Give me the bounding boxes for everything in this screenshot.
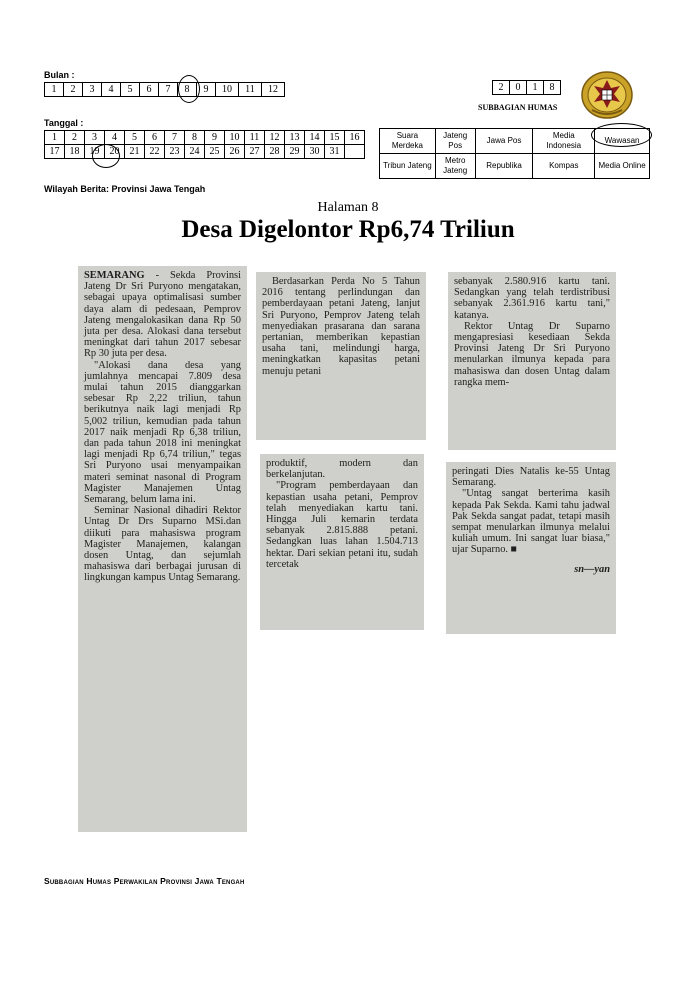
media-cell: Metro Jateng [435, 154, 475, 179]
day-cell: 3 [85, 131, 105, 145]
day-cell: 25 [205, 145, 225, 159]
year-digit-cell: 2 [493, 81, 510, 95]
article-column-2-top [256, 272, 426, 440]
dateline: SEMARANG [84, 270, 145, 281]
day-cell: 20 [105, 145, 125, 159]
month-cell: 12 [262, 83, 285, 97]
day-cell: 30 [305, 145, 325, 159]
month-cell: 5 [121, 83, 140, 97]
media-cell: Republika [475, 154, 533, 179]
day-cell: 26 [225, 145, 245, 159]
media-cell: Tribun Jateng [380, 154, 436, 179]
day-cell: 16 [345, 131, 365, 145]
day-cell: 5 [125, 131, 145, 145]
paragraph: Berdasarkan Perda No 5 Tahun 2016 tentang perlindungan dan pemberdayaan petani Jateng, lanjut Sri Puryono, Pemprov Jateng telah menyediakan prasarana dan sarana pertanian, memberikan kepastian usaha tani, melindungi harga, meningkatkan kapasitas petani menuju petani [262, 276, 420, 377]
year-row [493, 81, 561, 95]
month-cell: 9 [197, 83, 216, 97]
selected-month-circle [178, 75, 200, 103]
day-cell: 27 [245, 145, 265, 159]
day-cell: 11 [245, 131, 265, 145]
paragraph: peringati Dies Natalis ke-55 Untag Semarang. [452, 466, 610, 489]
day-cell: 12 [265, 131, 285, 145]
paragraph-text: - Sekda Provinsi Jateng Dr Sri Puryono mengatakan, sebagai upaya optimalisasi sumber daya alam di pedesaan, Pemprov Jateng mengalokasikan dana Rp 50 juta per desa. Alokasi dana tersebut meningkat dari tahun 2017 sebesar Rp 30 juta per desa. [84, 270, 241, 360]
month-row [45, 83, 285, 97]
month-cell: 11 [239, 83, 262, 97]
region-label: Wilayah Berita: Provinsi Jawa Tengah [44, 184, 206, 194]
paragraph: "Untag sangat berterima kasih kepada Pak Sekda. Kami tahu jadwal Pak Sekda sangat padat, tetapi masih sempat menularkan ilmunya melalui kuliah umum. Ini sangat luar biasa," ujar Suparno. ■ [452, 488, 610, 556]
month-cell: 4 [102, 83, 121, 97]
day-cell: 21 [125, 145, 145, 159]
year-digit-cell: 8 [544, 81, 561, 95]
day-cell: 10 [225, 131, 245, 145]
media-cell: Jateng Pos [435, 129, 475, 154]
month-grid [44, 82, 285, 97]
day-cell: 19 [85, 145, 105, 159]
article-column-1 [78, 266, 247, 832]
footer-label: Subbagian Humas Perwakilan Provinsi Jawa Tengah [44, 876, 245, 886]
media-cell: Jawa Pos [475, 129, 533, 154]
media-cell: Wawasan [595, 129, 650, 154]
day-cell: 1 [45, 131, 65, 145]
day-cell: 6 [145, 131, 165, 145]
day-cell: 23 [165, 145, 185, 159]
media-cell: Kompas [533, 154, 595, 179]
day-cell: 28 [265, 145, 285, 159]
year-digit-cell: 0 [510, 81, 527, 95]
month-cell: 3 [83, 83, 102, 97]
article-column-3-bottom [446, 462, 616, 634]
day-cell: 18 [65, 145, 85, 159]
paragraph: "Program pemberdayaan dan kepastian usaha petani, Pemprov telah menyediakan kartu tani. Hingga Juli kemarin terdata sebanyak 2.815.888 petani. Sedangkan luas lahan 1.504.713 hektar. Dari sekian petani itu, sudah tercetak [266, 480, 418, 570]
article-column-2-bottom [260, 454, 424, 630]
day-cell: 22 [145, 145, 165, 159]
day-cell: 29 [285, 145, 305, 159]
paragraph: "Alokasi dana desa yang jumlahnya mencapai 7.809 desa mulai tahun 2015 dianggarkan sebesar Rp 2,22 triliun, tahun berikutnya naik lagi menjadi Rp 5,002 triliun, kemudian pada tahun 2017 naik menjadi Rp 6,38 triliun, dan pada tahun 2018 ini meningkat lagi menjadi Rp 6,74 triliun," tegas Sri Puryono usai menyampaikan materi seminat nasonal di Program Magister Manajemen Untag Semarang, belum lama ini. [84, 359, 241, 506]
day-row-1 [45, 131, 365, 145]
media-cell: Media Indonesia [533, 129, 595, 154]
day-cell: 14 [305, 131, 325, 145]
day-cell: 2 [65, 131, 85, 145]
paragraph: produktif, modern dan berkelanjutan. [266, 458, 418, 481]
media-cell: Media Online [595, 154, 650, 179]
year-grid [492, 80, 561, 95]
paragraph: Seminar Nasional dihadiri Rektor Untag Dr Drs Suparno MSi.dan diikuti para mahasiswa program Magister Manajemen, kalangan dosen Untag, dan sejumlah mahasiswa dari berbagai jurusan di lingkungan kampus Untag Semarang. [84, 505, 241, 584]
garuda-emblem-icon [580, 70, 634, 120]
author-signature: sn—yan [574, 563, 610, 575]
month-cell: 1 [45, 83, 64, 97]
day-cell: 7 [165, 131, 185, 145]
month-cell: 10 [216, 83, 239, 97]
day-cell [345, 145, 365, 159]
selected-day-circle [92, 144, 120, 168]
month-cell: 6 [140, 83, 159, 97]
year-digit-cell: 1 [527, 81, 544, 95]
month-cell: 2 [64, 83, 83, 97]
selected-media-circle [591, 123, 652, 147]
day-cell: 4 [105, 131, 125, 145]
day-cell: 24 [185, 145, 205, 159]
day-cell: 9 [205, 131, 225, 145]
day-cell: 15 [325, 131, 345, 145]
day-cell: 17 [45, 145, 65, 159]
month-cell: 7 [159, 83, 178, 97]
office-label: SUBBAGIAN HUMAS [478, 103, 558, 112]
paragraph: Rektor Untag Dr Suparno mengapresiasi kesediaan Sekda Provinsi Jateng Dr Sri Puryono menularkan ilmunya kepada para mahasiswa dan dosen Untag dalam rangka mem- [454, 320, 610, 388]
tanggal-label: Tanggal : [44, 118, 84, 128]
paragraph [84, 270, 241, 360]
day-cell: 13 [285, 131, 305, 145]
article-column-3-top [448, 272, 616, 450]
day-cell: 31 [325, 145, 345, 159]
media-row-2 [380, 154, 650, 179]
media-cell: Suara Merdeka [380, 129, 436, 154]
headline: Desa Digelontor Rp6,74 Triliun [181, 216, 515, 243]
paragraph: sebanyak 2.580.916 kartu tani. Sedangkan yang telah terdistribusi sebanyak 2.361.916 kartu tani," katanya. [454, 276, 610, 321]
page-number: Halaman 8 [317, 200, 379, 215]
day-cell: 8 [185, 131, 205, 145]
month-cell: 8 [178, 83, 197, 97]
bulan-label: Bulan : [44, 70, 75, 80]
